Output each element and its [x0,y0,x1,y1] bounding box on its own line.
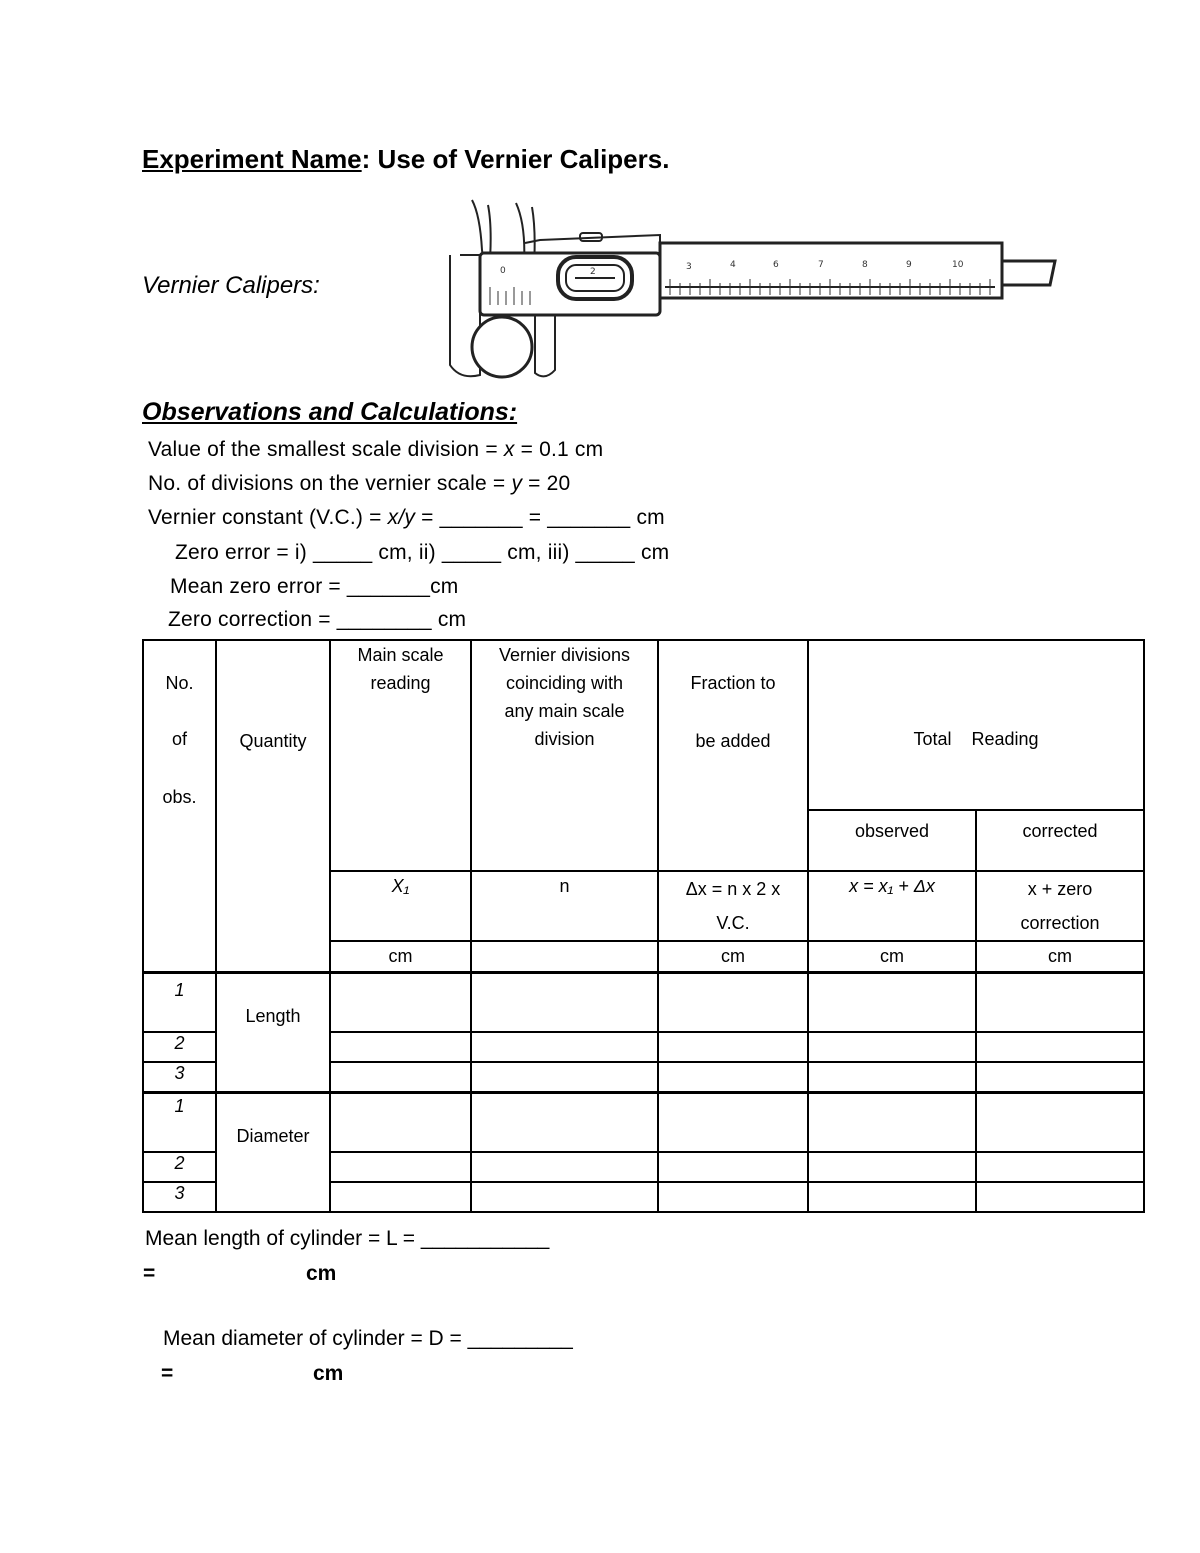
row-number: 1 [143,972,216,1032]
data-cell[interactable] [471,972,658,1032]
data-cell[interactable] [808,1032,976,1062]
formula-main: X₁ [330,871,471,941]
header-obs: obs. [162,787,197,807]
unit-vernier-empty [471,941,658,972]
data-cell[interactable] [330,1032,471,1062]
experiment-title [142,144,669,175]
line-text: Vernier constant (V.C.) = [148,506,388,529]
data-cell[interactable] [976,972,1144,1032]
unit-fraction: cm [658,941,808,972]
scale-number-8: 8 [862,260,868,270]
data-cell[interactable] [808,1152,976,1182]
header-fraction-line1: Fraction to [690,673,776,693]
data-cell[interactable] [976,1152,1144,1182]
formula-vernier: n [471,871,658,941]
data-cell[interactable] [808,1092,976,1152]
line-text: = _______ = _______ cm [415,506,665,529]
formula-fraction-line1: Δx = n x 2 x [685,879,781,899]
quantity-length-text: Length [245,1005,301,1026]
data-cell[interactable] [976,1062,1144,1092]
scale-number-9: 9 [906,260,912,270]
vernier-divisions-line [148,472,570,496]
row-number: 1 [143,1092,216,1152]
header-quantity-text: Quantity [239,731,307,751]
formula-corrected-line1: x + zero [1027,879,1093,899]
var-x-over-y: x/y [387,506,416,529]
scale-number-6: 6 [773,260,779,270]
observations-heading: Observations and Calculations: [142,398,518,426]
data-cell[interactable] [471,1032,658,1062]
data-cell[interactable] [808,972,976,1032]
row-number: 2 [143,1152,216,1182]
data-cell[interactable] [330,972,471,1032]
data-cell[interactable] [471,1152,658,1182]
var-y: y [511,472,523,495]
data-cell[interactable] [658,972,808,1032]
formula-corrected-line2: correction [1020,913,1100,933]
header-vernier-divisions [471,640,658,871]
formula-fraction-line2: V.C. [716,913,750,933]
header-corrected: corrected [976,810,1144,871]
data-cell[interactable] [976,1092,1144,1152]
data-cell[interactable] [471,1092,658,1152]
header-fraction [658,640,808,871]
mean-diameter-unit: cm [313,1362,344,1385]
header-total-text: Total Reading [913,729,1039,749]
header-quantity [216,640,330,972]
unit-corrected: cm [976,941,1144,972]
experiment-name-label: Experiment Name [142,144,362,174]
row-number: 3 [143,1182,216,1212]
formula-fraction [658,871,808,941]
header-main-line2: reading [370,673,431,693]
data-cell[interactable] [658,1152,808,1182]
data-cell[interactable] [658,1032,808,1062]
smallest-division-line [148,438,603,462]
header-vernier-line1: Vernier divisions [498,645,631,665]
line-text: = 20 [522,472,571,495]
scale-number-3: 3 [686,262,692,272]
formula-observed: x = x₁ + Δx [808,871,976,941]
vernier-calipers-label: Vernier Calipers: [142,272,320,299]
header-no: No. [165,673,194,693]
formula-corrected [976,871,1144,941]
data-cell[interactable] [471,1062,658,1092]
scale-number-10: 10 [952,260,964,270]
unit-observed: cm [808,941,976,972]
header-main-line1: Main scale [357,645,444,665]
vernier-constant-line [148,506,665,530]
header-observed: observed [808,810,976,871]
mean-length-line: Mean length of cylinder = L = ___________ [145,1227,550,1250]
data-cell[interactable] [658,1182,808,1212]
data-cell[interactable] [658,1092,808,1152]
scale-number-7: 7 [818,260,824,270]
header-total-reading [808,640,1144,810]
data-cell[interactable] [330,1092,471,1152]
data-cell[interactable] [471,1182,658,1212]
unit-main: cm [330,941,471,972]
line-text: Value of the smallest scale division = [148,438,504,461]
experiment-name-text: : Use of Vernier Calipers. [361,144,670,174]
data-cell[interactable] [808,1062,976,1092]
header-no-of-obs [143,640,216,972]
zero-correction-line: Zero correction = ________ cm [168,608,467,631]
line-text: = 0.1 cm [514,438,604,461]
mean-diameter-equals: = [161,1362,174,1385]
mean-length-unit: cm [306,1262,337,1285]
header-vernier-line2: coinciding with [505,673,624,693]
header-vernier-line3: any main scale [504,701,625,721]
mean-diameter-line: Mean diameter of cylinder = D = _________ [163,1327,573,1350]
data-cell[interactable] [330,1062,471,1092]
quantity-diameter [216,1092,330,1212]
data-cell[interactable] [330,1182,471,1212]
header-fraction-line2: be added [695,731,771,751]
zero-error-line: Zero error = i) _____ cm, ii) _____ cm, iii) _____ cm [175,541,670,564]
data-cell[interactable] [658,1062,808,1092]
scale-number-4: 4 [730,260,736,270]
var-x: x [503,438,515,461]
line-text: No. of divisions on the vernier scale = [148,472,512,495]
scale-number-0: 0 [500,266,506,276]
quantity-diameter-text: Diameter [236,1125,310,1146]
quantity-length [216,972,330,1092]
row-number: 3 [143,1062,216,1092]
data-cell[interactable] [330,1152,471,1182]
header-vernier-line4: division [534,729,595,749]
header-main-scale [330,640,471,871]
header-of: of [171,729,187,749]
mean-zero-error-line: Mean zero error = _______cm [170,575,459,598]
vernier-caliper-illustration [440,195,1062,383]
row-number: 2 [143,1032,216,1062]
data-cell[interactable] [976,1182,1144,1212]
data-cell[interactable] [976,1032,1144,1062]
data-cell[interactable] [808,1182,976,1212]
observation-table [142,639,1145,1213]
scale-number-2: 2 [590,267,596,277]
mean-length-equals: = [143,1262,156,1285]
